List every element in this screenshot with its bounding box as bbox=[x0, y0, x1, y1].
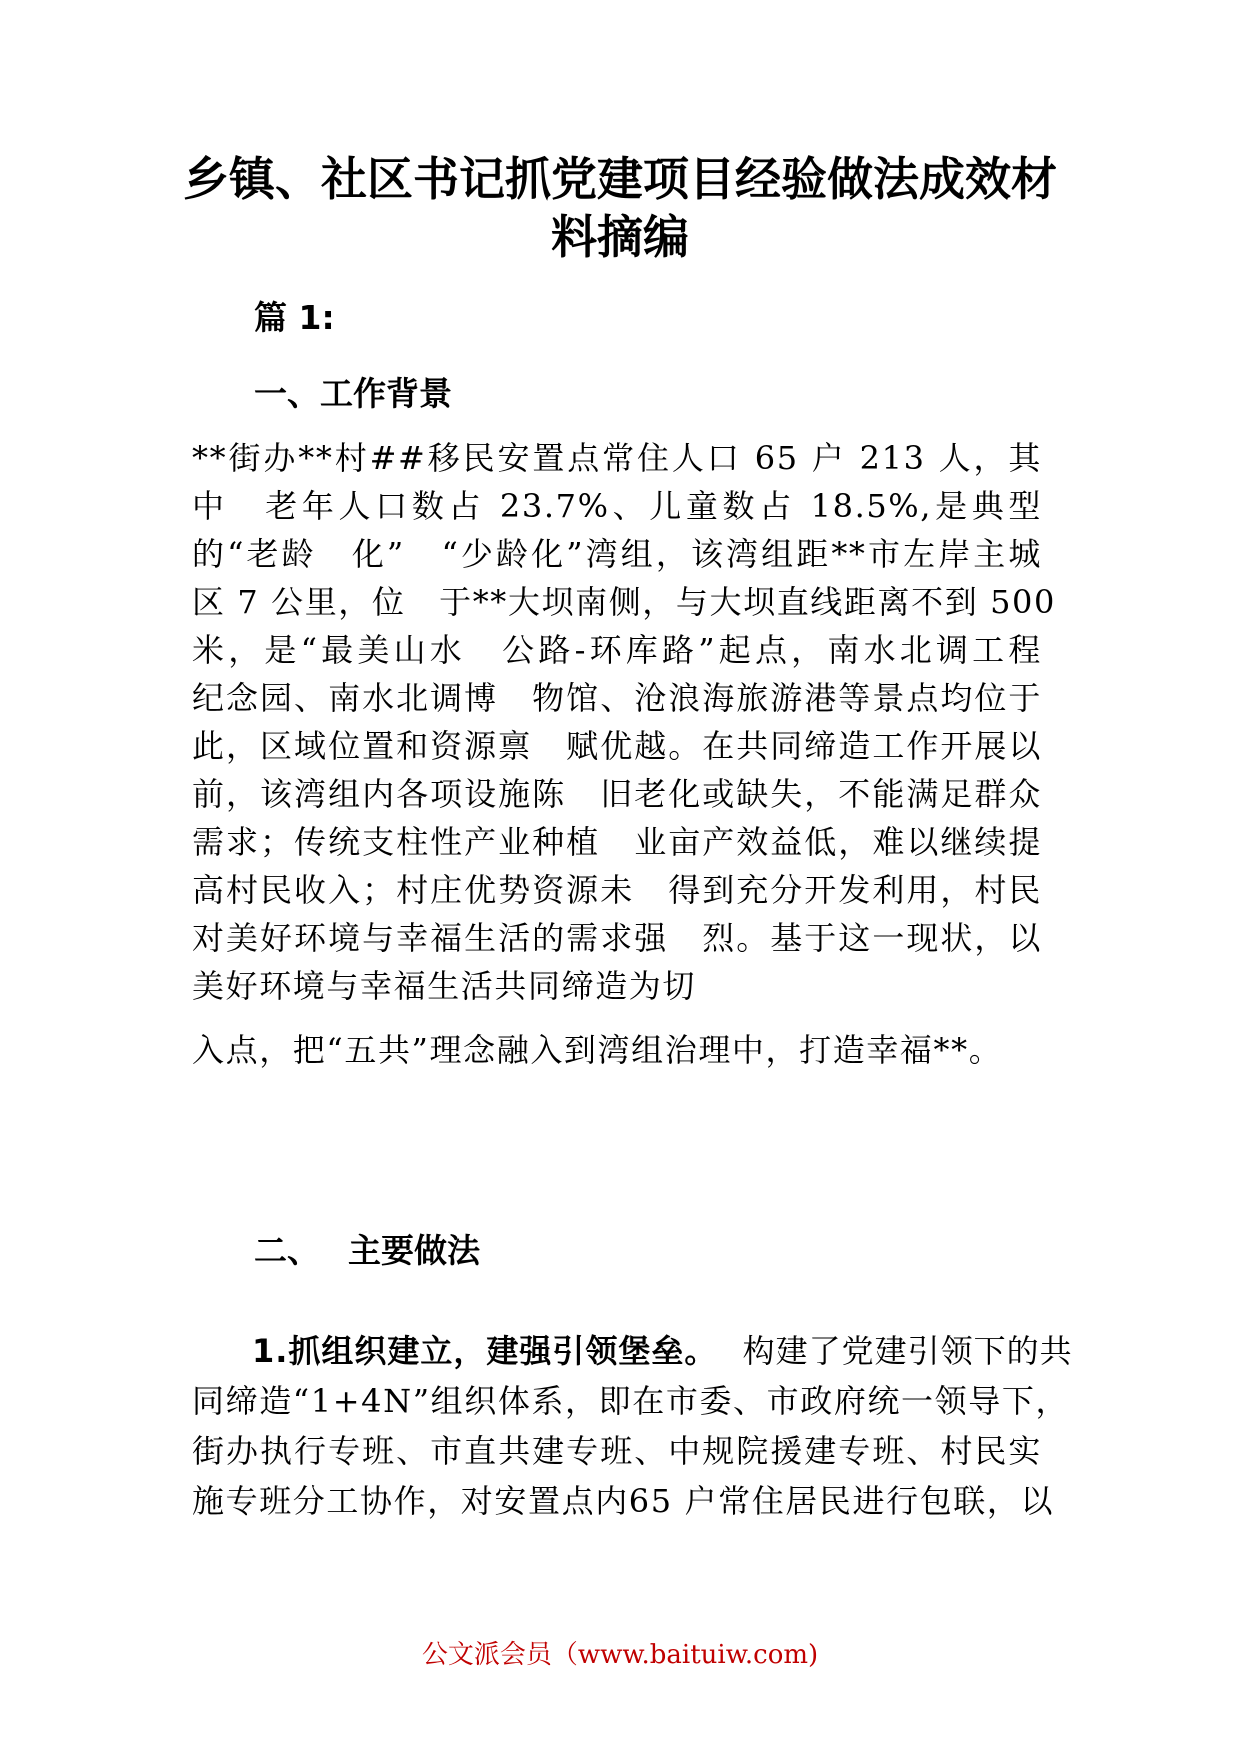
section-heading-background: 一、工作背景 bbox=[254, 374, 452, 413]
paragraph-line: 前，该湾组内各项设施陈 旧老化或缺失，不能满足群众 bbox=[192, 775, 1042, 813]
document-title bbox=[150, 150, 1090, 266]
item1-line-text: 构建了党建引领下的共 bbox=[742, 1332, 1073, 1370]
paragraph-line: 施专班分工协作，对安置点内65 户常住居民进行包联，以 bbox=[192, 1482, 1055, 1520]
paragraph-line: 需求；传统支柱性产业种植 业亩产效益低，难以继续提 bbox=[192, 823, 1042, 861]
paragraph-line: 对美好环境与幸福生活的需求强 烈。基于这一现状，以 bbox=[192, 919, 1042, 957]
paragraph-line: 高村民收入；村庄优势资源未 得到充分开发利用，村民 bbox=[192, 871, 1042, 909]
paragraph-line: 米，是“最美山水 公路-环库路”起点，南水北调工程 bbox=[192, 631, 1042, 669]
title-line-2: 料摘编 bbox=[551, 210, 689, 264]
item1-lead: 1.抓组织建立，建强引领堡垒。 bbox=[252, 1332, 718, 1370]
paragraph-line: 美好环境与幸福生活共同缔造为切 bbox=[192, 967, 697, 1005]
paragraph-line: 此，区域位置和资源禀 赋优越。在共同缔造工作开展以 bbox=[192, 727, 1042, 765]
paragraph-line: 区 7 公里，位 于**大坝南侧，与大坝直线距离不到 500 bbox=[192, 583, 1056, 621]
section-heading-methods bbox=[254, 1231, 480, 1271]
title-line-1: 乡镇、社区书记抓党建项目经验做法成效材 bbox=[183, 152, 1057, 206]
paragraph-line: 入点，把“五共”理念融入到湾组治理中，打造幸福**。 bbox=[192, 1031, 1003, 1069]
item1-first-line bbox=[252, 1331, 1073, 1371]
part-label: 篇 1: bbox=[254, 298, 335, 337]
section2-text: 主要做法 bbox=[348, 1231, 480, 1270]
section2-number: 二、 bbox=[254, 1231, 320, 1270]
paragraph-line: 中 老年人口数占 23.7%、儿童数占 18.5%,是典型 bbox=[192, 487, 1042, 525]
paragraph-line: 同缔造“1+4N”组织体系，即在市委、市政府统一领导下， bbox=[192, 1382, 1070, 1420]
paragraph-line: 纪念园、南水北调博 物馆、沧浪海旅游港等景点均位于 bbox=[192, 679, 1042, 717]
paragraph-line: 的“老龄 化” “少龄化”湾组，该湾组距**市左岸主城 bbox=[192, 535, 1042, 573]
paragraph-line: 街办执行专班、市直共建专班、中规院援建专班、村民实 bbox=[192, 1432, 1042, 1470]
paragraph-line: **街办**村##移民安置点常住人口 65 户 213 人，其 bbox=[192, 439, 1042, 477]
footer-watermark: 公文派会员（www.baituiw.com) bbox=[421, 1640, 819, 1670]
